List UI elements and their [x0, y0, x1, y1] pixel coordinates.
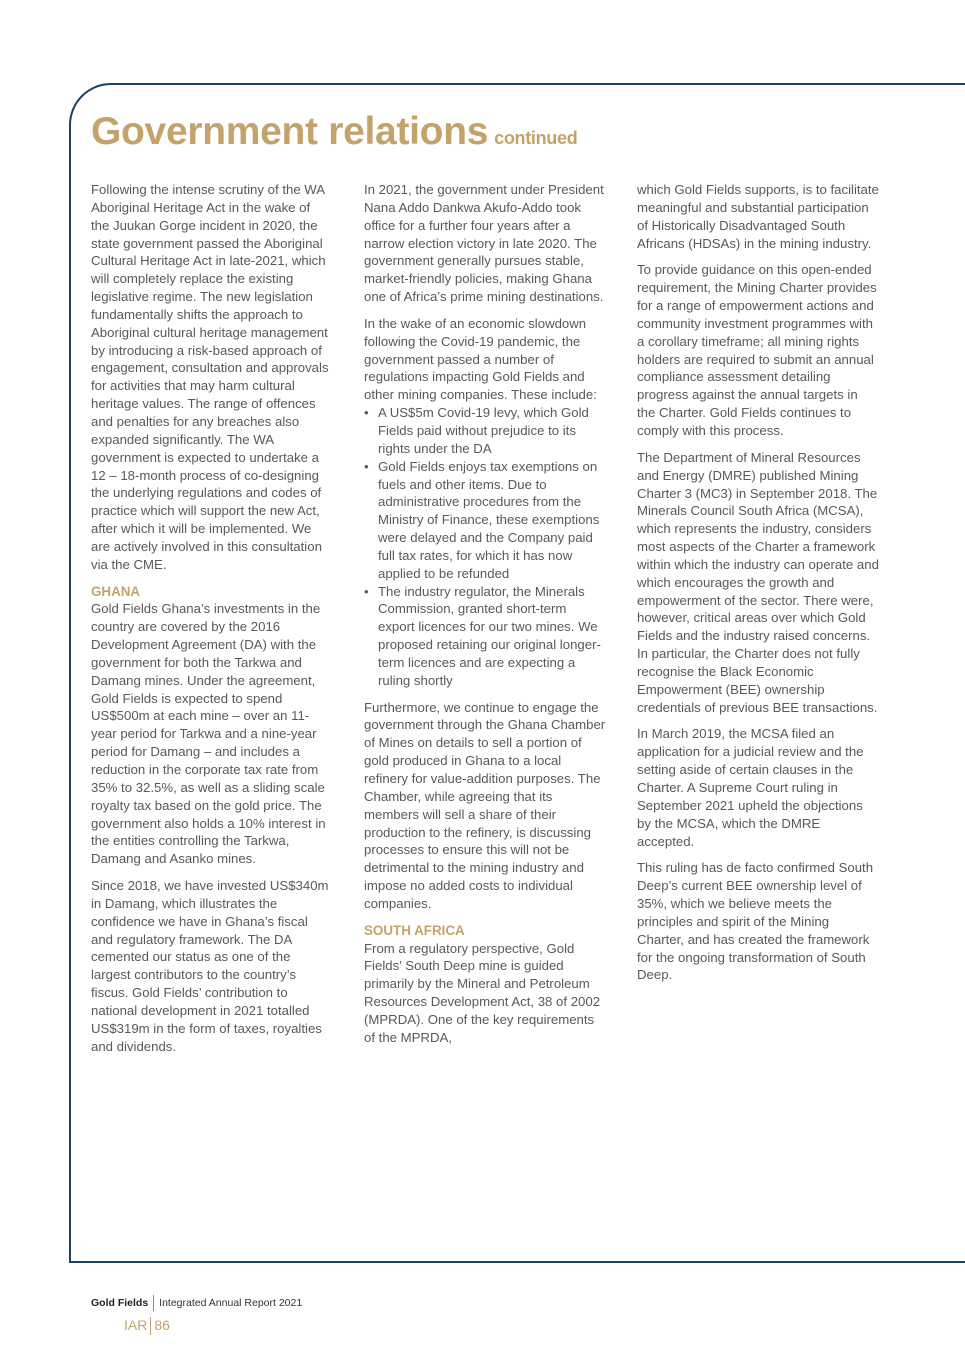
- page-title: [91, 110, 577, 154]
- column-2: [364, 181, 606, 1056]
- report-title: Integrated Annual Report 2021: [159, 1296, 303, 1309]
- section-heading-ghana: GHANA: [91, 583, 141, 599]
- column-1: [91, 181, 331, 1065]
- footer-divider: [153, 1295, 154, 1311]
- title-text: Government relations: [91, 110, 489, 153]
- title-continued: continued: [494, 128, 578, 148]
- section-heading-south-africa: SOUTH AFRICA: [364, 922, 465, 938]
- paragraph: To provide guidance on this open-ended requirement, the Mining Charter provides for a range of empowerment actions and community investment programmes with a corollary timeframe; all mining rights holders are required to submit an annual compliance assessment detailing progress against the annual targets in the Charter. Gold Fields continues to comply with this process.: [637, 262, 877, 438]
- page-divider: [150, 1317, 151, 1335]
- section-label: IAR: [124, 1317, 148, 1333]
- brand-name: Gold Fields: [91, 1296, 149, 1309]
- bullet-list: [364, 404, 606, 690]
- paragraph: In 2021, the government under President Nana Addo Dankwa Akufo-Addo took office for a further four years after a narrow election victory in late 2020. The government generally pursues stable, market-friendly policies, making Ghana one of Africa’s prime mining destinations.: [364, 182, 604, 305]
- column-3: [637, 181, 879, 993]
- paragraph: Gold Fields Ghana’s investments in the country are covered by the 2016 Development Agreement (DA) with the government for both the Tarkwa and Damang mines. Under the agreement, Gold Fields is expected to spend US$500m at each mine – over an 11-year period for Tarkwa and a nine-year period for Damang – and includes a reduction in the corporate tax rate from 35% to 32.5%, as well as a sliding scale royalty tax based on the gold price. The government also holds a 10% interest in the entities controlling the Tarkwa, Damang and Asanko mines.: [91, 601, 326, 867]
- paragraph: In the wake of an economic slowdown following the Covid-19 pandemic, the government passed a number of regulations impacting Gold Fields and other mining companies. These include:: [364, 315, 597, 403]
- paragraph: which Gold Fields supports, is to facilitate meaningful and substantial participation of Historically Disadvantaged South Africans (HDSAs) in the mining industry.: [637, 182, 879, 251]
- paragraph: The Department of Mineral Resources and Energy (DMRE) published Mining Charter 3 (MC3) in September 2018. The Minerals Council South Africa (MCSA), which represents the industry, considers most aspects of the Charter a framework within which the industry can operate and which encourages the growth and empowerment of the sector. There were, however, critical areas over which Gold Fields and the industry raised concerns. In particular, the Charter does not fully recognise the Black Economic Empowerment (BEE) ownership credentials of previous BEE transactions.: [637, 449, 879, 715]
- list-item: • A US$5m Covid-19 levy, which Gold Fields paid without prejudice to its rights under the DA: [364, 404, 606, 458]
- footer-page-number: [124, 1317, 170, 1335]
- paragraph: Since 2018, we have invested US$340m in Damang, which illustrates the confidence we have in Ghana’s fiscal and regulatory framework. The DA cemented our status as one of the largest contributors to the country’s fiscus. Gold Fields’ contribution to national development in 2021 totalled US$319m in the form of taxes, royalties and dividends.: [91, 878, 329, 1054]
- list-item: • Gold Fields enjoys tax exemptions on fuels and other items. Due to administrative procedures from the Ministry of Finance, these exemptions were delayed and the Company paid full tax rates, for which it has now applied to be refunded: [364, 458, 606, 583]
- paragraph: This ruling has de facto confirmed South Deep’s current BEE ownership level of 35%, which we believe meets the principles and spirit of the Mining Charter, and has created the framework for the ongoing transformation of South Deep.: [637, 860, 874, 983]
- page-number: 86: [154, 1317, 170, 1333]
- list-item: • The industry regulator, the Minerals Commission, granted short-term export licences for our two mines. We proposed retaining our original longer-term licences and are expecting a ruling shortly: [364, 583, 606, 690]
- paragraph: From a regulatory perspective, Gold Fields’ South Deep mine is guided primarily by the Mineral and Petroleum Resources Development Act, 38 of 2002 (MPRDA). One of the key requirements of the MPRDA,: [364, 940, 601, 1045]
- paragraph: Following the intense scrutiny of the WA Aboriginal Heritage Act in the wake of the Juukan Gorge incident in 2020, the state government passed the Aboriginal Cultural Heritage Act in late-2021, which will completely replace the existing legislative regime. The new legislation fundamentally shifts the approach to Aboriginal cultural heritage management by introducing a risk-based approach of engagement, consultation and approvals for activities that may harm cultural heritage values. The range of offences and penalties for any breaches also expanded significantly. The WA government is expected to undertake a 12 – 18-month process of co-designing the underlying regulations and codes of practice which will support the new Act, after which it will be implemented. We are actively involved in this consultation via the CME.: [91, 182, 329, 572]
- footer-brand: [91, 1295, 302, 1311]
- paragraph: Furthermore, we continue to engage the government through the Ghana Chamber of Mines on details to sell a portion of gold produced in Ghana to a local refinery for value-addition purposes. The Chamber, while agreeing that its members will sell a share of their production to the refinery, is discussing processes to ensure this will not be detrimental to the mining industry and impose no added costs to individual companies.: [364, 699, 606, 911]
- paragraph: In March 2019, the MCSA filed an application for a judicial review and the setting aside of certain clauses in the Charter. A Supreme Court ruling in September 2021 upheld the objections by the MCSA, which the DMRE accepted.: [637, 726, 864, 849]
